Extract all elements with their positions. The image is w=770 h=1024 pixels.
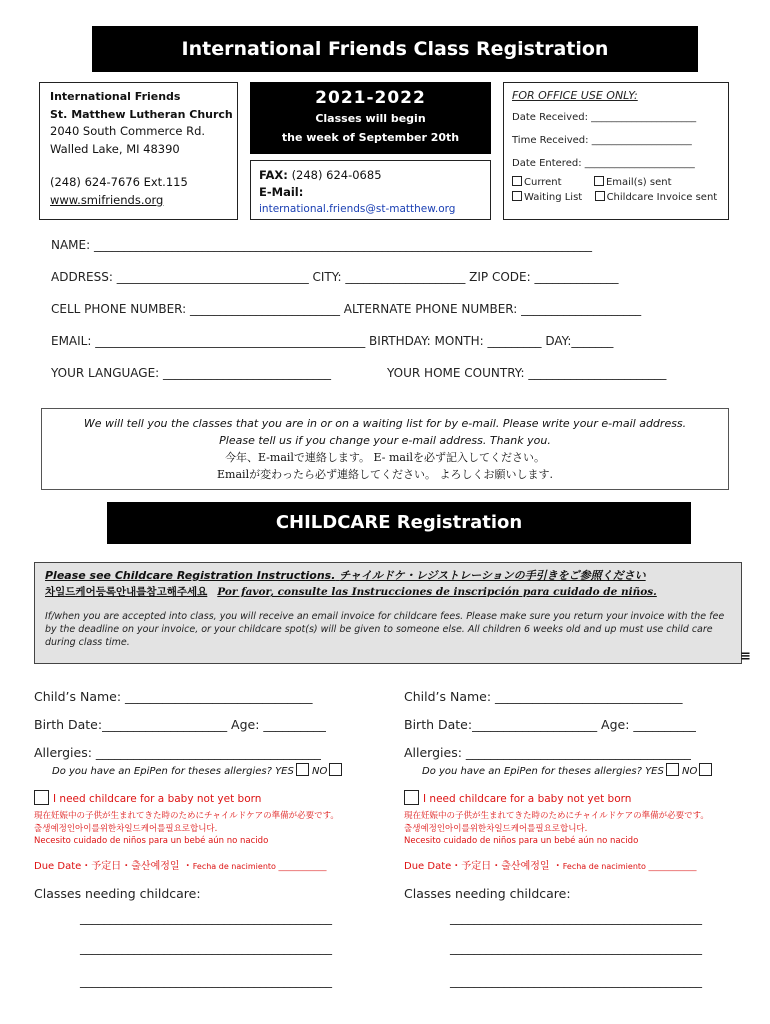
emails-sent-checkbox[interactable] [594, 176, 604, 186]
child2-epipen [422, 763, 712, 777]
child2-baby-ko: 출생예정인아이를위한차일드케어를필요로합니다. [404, 824, 588, 834]
child1-epipen-yes-checkbox[interactable] [296, 763, 309, 776]
address-box [39, 82, 238, 220]
page-title: International Friends Class Registration [92, 26, 698, 72]
child1-epipen [52, 763, 342, 777]
child2-epipen-no-checkbox[interactable] [699, 763, 712, 776]
session-year: 2021-2022 [315, 88, 426, 108]
child1-baby-es: Necesito cuidado de niños para un bebé aún no nacido [34, 836, 269, 846]
org-name: International Friends [50, 90, 181, 103]
fax-number: (248) 624-0685 [291, 168, 382, 182]
instr-en[interactable]: Please see Childcare Registration Instructions. [45, 569, 336, 582]
child1-baby-ko: 출생예정인아이를위한차일드케어를필요로합니다. [34, 824, 218, 834]
child1-allergies[interactable]: Allergies: ____________________________________ [34, 745, 321, 760]
language-field[interactable]: YOUR LANGUAGE: ____________________________ [51, 366, 332, 380]
country-field[interactable]: YOUR HOME COUNTRY: _______________________ [387, 366, 667, 380]
fax-label: FAX: [259, 168, 288, 182]
office-use-box [503, 82, 729, 220]
waiting-list-label: Waiting List [524, 192, 583, 203]
waiting-list-checkbox[interactable] [512, 191, 522, 201]
date-entered: Date Entered: ______________________ [512, 158, 695, 169]
childcare-instructions [34, 562, 742, 664]
invoice-sent-label: Childcare Invoice sent [606, 192, 718, 203]
child1-due-date[interactable]: Due Date・予定日・출산예정일 ・Fecha de nacimiento ____________ [34, 861, 327, 872]
instr-jp: チャイルドケ・レジストレーションの手引きをご参照ください [339, 569, 646, 582]
instr-body: If/when you are accepted into class, you will receive an email invoice for childcare fees. Please make sure you return your invoice with the fee by the deadline on your invoice, or your childcare spot(s) will be given to someone else. All children 6 weeks old and up must use child care during class time. [45, 611, 725, 648]
child2-allergies[interactable]: Allergies: ____________________________________ [404, 745, 691, 760]
child1-epipen-no-checkbox[interactable] [329, 763, 342, 776]
child2-class-line-2[interactable]: __________________________________________ [450, 941, 702, 955]
menu-mark: ≡ [740, 649, 751, 664]
child2-epipen-no-label: NO [682, 766, 698, 777]
email-notice [41, 408, 729, 490]
notice-en2: Please tell us if you change your e-mail address. Thank you. [219, 434, 551, 447]
phone-field[interactable]: CELL PHONE NUMBER: _________________________ ALTERNATE PHONE NUMBER: ____________________ [51, 302, 642, 316]
child2-due-date[interactable]: Due Date・予定日・출산예정일 ・Fecha de nacimiento ____________ [404, 861, 697, 872]
child2-classes-label: Classes needing childcare: [404, 886, 571, 901]
notice-jp1: 今年、E-mailで連絡します。 E- mailを必ず記入してください。 [224, 451, 546, 464]
current-checkbox[interactable] [512, 176, 522, 186]
child1-birth-date[interactable]: Birth Date:____________________ Age: __________ [34, 717, 326, 732]
child1-baby-jp: 現在妊娠中の子供が生まれてきた時のためにチャイルドケアの準備が必要です。 [34, 811, 339, 821]
email-label: E-Mail: [259, 185, 304, 199]
name-field[interactable]: NAME: ___________________________________________________________________________________ [51, 238, 592, 252]
current-label: Current [524, 177, 562, 188]
city: Walled Lake, MI 48390 [50, 141, 180, 156]
child1-class-line-1[interactable]: __________________________________________ [80, 911, 332, 925]
child2-class-line-1[interactable]: __________________________________________ [450, 911, 702, 925]
phone: (248) 624-7676 Ext.115 [50, 175, 188, 189]
session-line1: Classes will begin [315, 112, 426, 125]
child1-epipen-question: Do you have an EpiPen for theses allergies? YES [52, 766, 294, 777]
contact-box [250, 160, 491, 220]
child1-class-line-2[interactable]: __________________________________________ [80, 941, 332, 955]
child1-epipen-no-label: NO [312, 766, 328, 777]
child2-name[interactable]: Child’s Name: ______________________________ [404, 689, 683, 704]
child2-epipen-question: Do you have an EpiPen for theses allergies? YES [422, 766, 664, 777]
child1-classes-label: Classes needing childcare: [34, 886, 201, 901]
child2-class-line-3[interactable]: __________________________________________ [450, 974, 702, 988]
child2-epipen-yes-checkbox[interactable] [666, 763, 679, 776]
emails-sent-label: Email(s) sent [605, 177, 672, 188]
child1-name[interactable]: Child’s Name: ______________________________ [34, 689, 313, 704]
office-title: FOR OFFICE USE ONLY: [512, 89, 638, 102]
child2-baby-checkbox[interactable] [404, 790, 419, 805]
session-box [250, 82, 491, 154]
contact-email-link[interactable]: international.friends@st-matthew.org [259, 203, 456, 215]
time-received: Time Received: ____________________ [512, 135, 692, 146]
child2-baby-jp: 現在妊娠中の子供が生まれてきた時のためにチャイルドケアの準備が必要です。 [404, 811, 709, 821]
child1-class-line-3[interactable]: __________________________________________ [80, 974, 332, 988]
child2-baby-es: Necesito cuidado de niños para un bebé aún no nacido [404, 836, 639, 846]
session-line2: the week of September 20th [281, 131, 460, 144]
child1-baby-label: I need childcare for a baby not yet born [53, 793, 262, 805]
email-field[interactable]: EMAIL: _____________________________________________ BIRTHDAY: MONTH: _________ DAY:_______ [51, 334, 614, 348]
child2-birth-date[interactable]: Birth Date:____________________ Age: __________ [404, 717, 696, 732]
notice-jp2: Emailが変わったら必ず連絡してください。 よろしくお願いします. [217, 468, 553, 481]
childcare-title: CHILDCARE Registration [107, 502, 691, 544]
instr-ko: 차일드케어등록안내를참고해주세요 [45, 586, 208, 598]
street: 2040 South Commerce Rd. [50, 124, 206, 138]
address-field[interactable]: ADDRESS: ________________________________ CITY: ____________________ ZIP CODE: ______________ [51, 270, 619, 284]
instr-es: Por favor, consulte las Instrucciones de inscripción para cuidado de niños. [217, 586, 657, 598]
website-link[interactable]: www.smifriends.org [50, 192, 164, 207]
child1-baby-checkbox[interactable] [34, 790, 49, 805]
invoice-sent-checkbox[interactable] [595, 191, 605, 201]
church-name: St. Matthew Lutheran Church [50, 107, 233, 121]
child2-baby-label: I need childcare for a baby not yet born [423, 793, 632, 805]
date-received: Date Received: _____________________ [512, 112, 697, 123]
notice-en1: We will tell you the classes that you are in or on a waiting list for by e-mail. Please write your e-mail address. [83, 417, 687, 430]
